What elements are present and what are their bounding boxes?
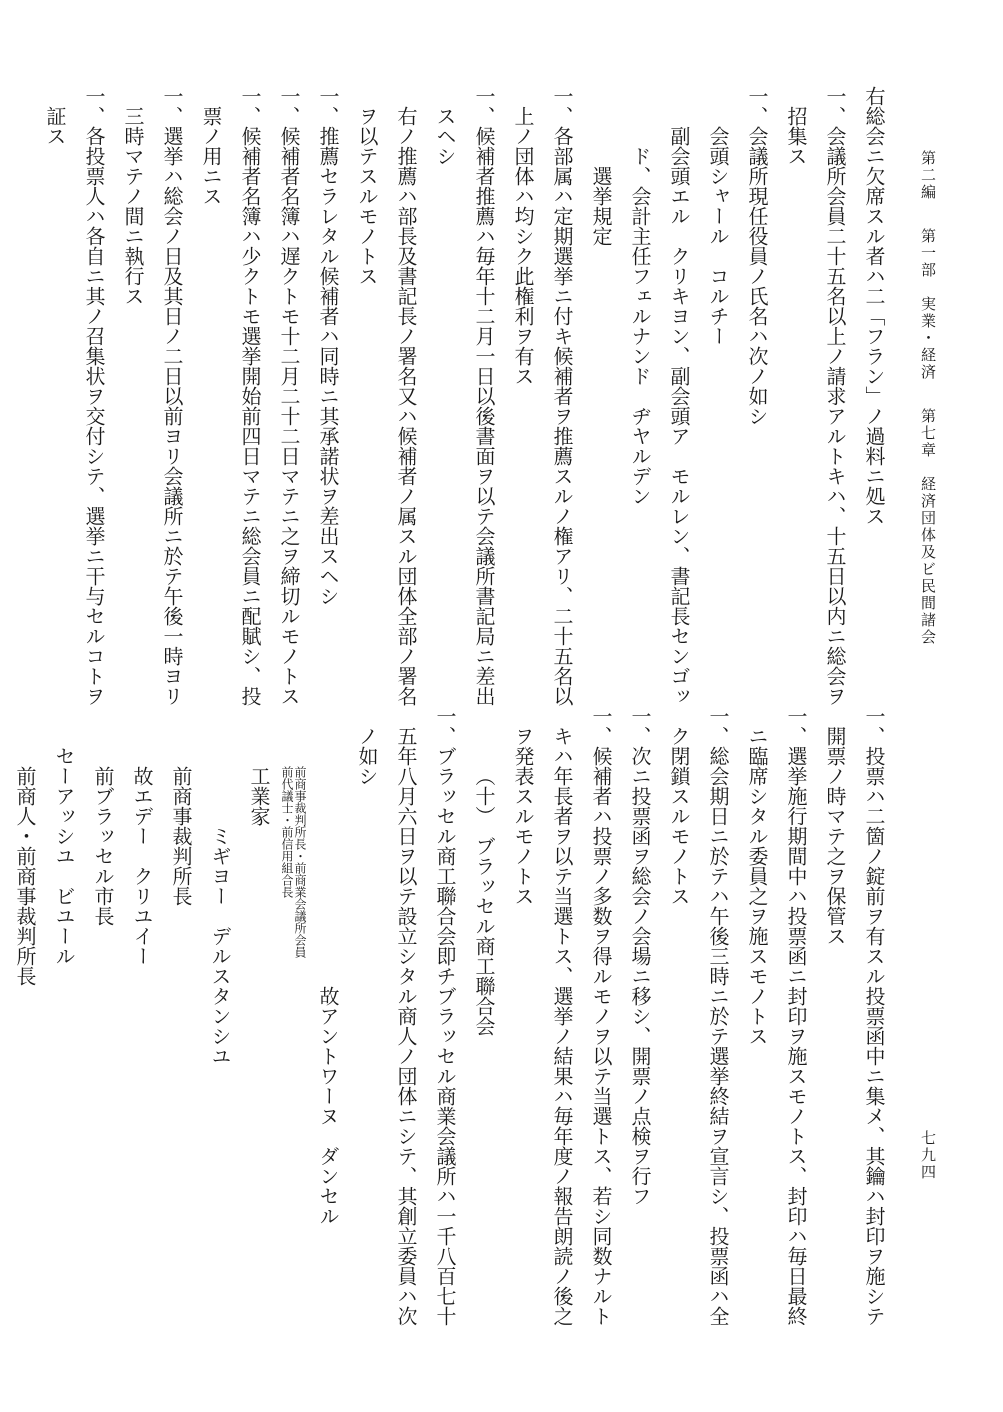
text-line: 票ノ用ニス — [199, 106, 223, 206]
section-heading: 選挙規定 — [589, 166, 613, 246]
text-line: 一、総会期日ニ於テハ午後三時ニ於テ選挙終結ヲ宣言シ、投票函ハ全 — [706, 706, 730, 1326]
founder-title: 前商事裁判所長 — [169, 766, 193, 906]
founder-entry — [308, 706, 347, 1306]
text-line: 一、会議所会員二十五名以上ノ請求アルトキハ、十五日以内ニ総会ヲ — [823, 86, 847, 706]
page-number: 七九四 — [919, 1130, 937, 1181]
text-line: 開票ノ時マテ之ヲ保管ス — [823, 726, 847, 946]
text-line: 副会頭エル クリキヨン、副会頭ア モルレン、書記長センゴッ — [667, 126, 691, 706]
text-line: 会頭シャール コルチー — [706, 126, 730, 346]
text-line: キハ年長者ヲ以テ当選トス、選挙ノ結果ハ毎年度ノ報告朗読ノ後之 — [550, 726, 574, 1326]
text-line: 一、候補者推薦ハ毎年十二月一日以後書面ヲ以テ会議所書記局ニ差出 — [472, 86, 496, 706]
founder-title-small: 前商事裁判所長・前商業会議所会員 — [293, 766, 307, 958]
text-line: 一、会議所現任役員ノ氏名ハ次ノ如シ — [745, 86, 769, 426]
text-line: 一、候補者名簿ハ遅クトモ十二月二十二日マテニ之ヲ締切ルモノトス — [277, 86, 301, 706]
text-line: 一、推薦セラレタル候補者ハ同時ニ其承諾状ヲ差出スヘシ — [316, 86, 340, 606]
text-line: ヲ以テスルモノトス — [355, 106, 379, 286]
text-line: ニ臨席シタル委員之ヲ施スモノトス — [745, 726, 769, 1046]
text-line: スヘシ — [433, 106, 457, 166]
text-line: 一、各部属ハ定期選挙ニ付キ候補者ヲ推薦スルノ権アリ、二十五名以 — [550, 86, 574, 706]
header-section: 第一部 実業・経済 — [919, 227, 937, 381]
text-line: 一、各投票人ハ各自ニ其ノ召集状ヲ交付シテ、選挙ニ干与セルコトヲ — [82, 86, 106, 706]
founder-name: 故アントワーヌ ダンセル — [316, 986, 340, 1226]
header-part: 第二編 — [919, 150, 937, 201]
lower-text-block — [13, 706, 893, 1326]
upper-text-block — [43, 86, 893, 706]
text-line: 一、次ニ投票函ヲ総会ノ会場ニ移シ、開票ノ点検ヲ行フ — [628, 706, 652, 1206]
founder-title-small: 前代議士・前信用組合長 — [280, 766, 294, 898]
founder-name: セーアッシユ ビユール — [52, 746, 76, 966]
text-line: 五年八月六日ヲ以テ設立シタル商人ノ団体ニシテ、其創立委員ハ次 — [394, 726, 418, 1326]
founder-entry — [0, 706, 44, 1306]
text-line: 三時マテノ間ニ執行ス — [121, 106, 145, 306]
text-line: 証ス — [43, 106, 67, 146]
founder-entry — [44, 706, 122, 1306]
founder-title: 工業家 — [247, 766, 271, 826]
founder-title: 前商人・前商事裁判所長 — [13, 766, 37, 986]
text-line: ド、会計主任フェルナンド ヂヤルデン — [628, 146, 652, 506]
text-line: 一、候補者名簿ハ少クトモ選挙開始前四日マテニ総会員ニ配賦シ、投 — [238, 86, 262, 706]
text-line: 招集ス — [784, 106, 808, 166]
founder-name — [0, 706, 5, 1306]
text-line: ク閉鎖スルモノトス — [667, 726, 691, 906]
founder-title-note — [280, 706, 306, 1306]
founder-name: 故エデー クリユイー — [130, 766, 154, 966]
text-line: 一、選挙施行期間中ハ投票函ニ封印ヲ施スモノトス、封印ハ毎日最終 — [784, 706, 808, 1326]
text-line: 一、ブラッセル商工聯合会即チブラッセル商業会議所ハ一千八百七十 — [433, 706, 457, 1326]
text-line: ヲ発表スルモノトス — [511, 726, 535, 906]
founder-name: ミギヨー デルスタンシユ — [208, 826, 232, 1066]
text-line: 上ノ団体ハ均シク此権利ヲ有ス — [511, 106, 535, 386]
founder-title: 前ブラッセル市長 — [91, 766, 115, 926]
text-line: 右ノ推薦ハ部長及書記長ノ署名又ハ候補者ノ属スル団体全部ノ署名 — [394, 106, 418, 706]
text-line: 一、候補者ハ投票ノ多数ヲ得ルモノヲ以テ当選トス、若シ同数ナルト — [589, 706, 613, 1326]
text-line: 一、選挙ハ総会ノ日及其日ノ二日以前ヨリ会議所ニ於テ午後一時ヨリ — [160, 86, 184, 706]
founder-entry — [122, 706, 200, 1306]
founder-entry — [200, 706, 278, 1306]
text-line: 右総会ニ欠席スル者ハ二「フラン」ノ過料ニ処ス — [862, 86, 886, 526]
text-line: 一、投票ハ二箇ノ錠前ヲ有スル投票函中ニ集メ、其鑰ハ封印ヲ施シテ — [862, 706, 886, 1326]
header-chapter: 第七章 経済団体及ビ民間諸会 — [919, 407, 937, 646]
running-header — [918, 150, 939, 666]
section-heading: （十） ブラッセル商工聯合会 — [472, 766, 496, 1036]
text-line: ノ如シ — [355, 726, 379, 786]
